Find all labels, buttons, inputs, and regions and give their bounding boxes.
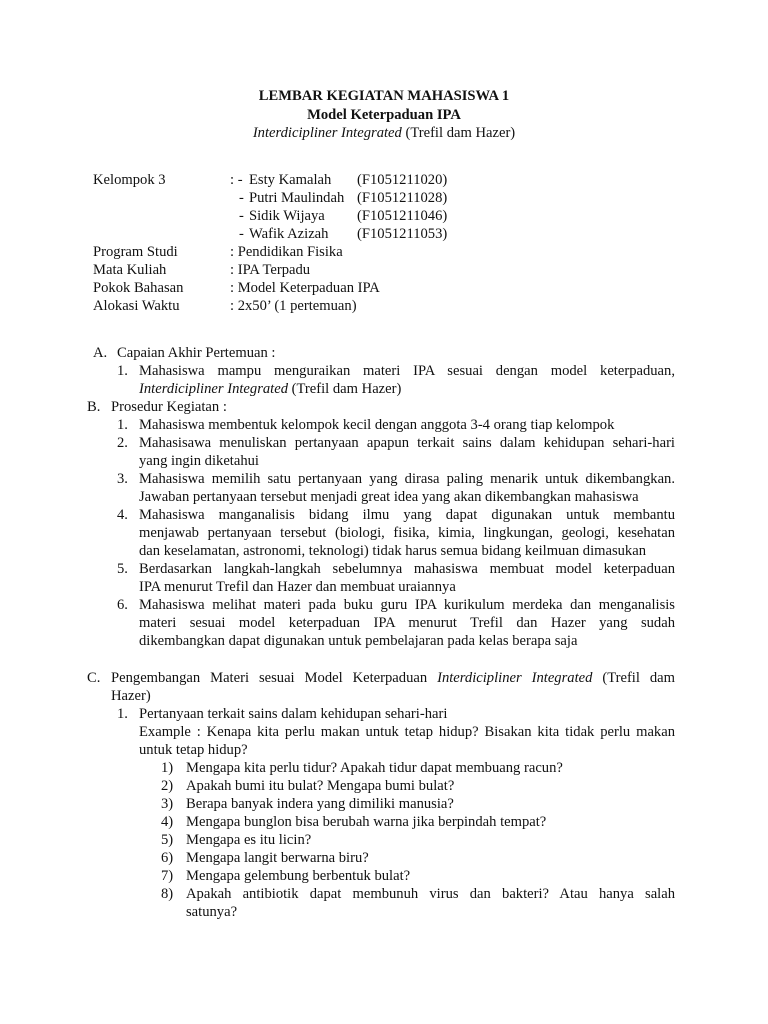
info-value: : Pendidikan Fisika: [230, 244, 343, 260]
question-text: Berapa banyak indera yang dimiliki manusia?: [186, 796, 454, 812]
question-text: Mengapa langit berwarna biru?: [186, 850, 369, 866]
question-text: Apakah bumi itu bulat? Mengapa bumi bulat?: [186, 778, 455, 794]
list-number: 1.: [117, 363, 128, 379]
question-number: 2): [161, 778, 174, 794]
member-nim: (F1051211053): [357, 226, 448, 242]
list-item-text: Mahasiswa melihat materi pada buku guru IPA kurikulum merdeka dan menganalisis: [139, 597, 675, 613]
list-number: 3.: [117, 471, 128, 487]
section-b-title: Prosedur Kegiatan :: [111, 399, 227, 415]
info-value: : Model Keterpaduan IPA: [230, 280, 380, 296]
question-text: Mengapa kita perlu tidur? Apakah tidur dapat membuang racun?: [186, 760, 563, 776]
list-item-text: materi sesuai model keterpaduan IPA menurut Trefil dan Hazer yang sudah: [139, 615, 675, 631]
section-a-marker: A.: [93, 345, 108, 361]
title-post: (Trefil dam: [592, 670, 675, 686]
question-text: Mengapa es itu licin?: [186, 832, 312, 848]
list-item-text: Mahasiswa memilih satu pertanyaan yang dirasa paling menarik untuk dikembangkan.: [139, 471, 675, 487]
list-item-text: Mahasiswa manganalisis bidang ilmu yang dapat digunakan untuk membantu: [139, 507, 675, 523]
model-line: [0, 124, 768, 142]
member-prefix: -: [239, 208, 244, 224]
member-prefix: -: [239, 226, 244, 242]
list-item-text: Jawaban pertanyaan tersebut menjadi great idea yang akan dikembangkan mahasiswa: [139, 489, 639, 505]
list-item-text: Mahasisawa menuliskan pertanyaan apapun terkait sains dalam kehidupan sehari-hari: [139, 435, 675, 451]
section-c-title: [111, 669, 675, 687]
section-b-marker: B.: [87, 399, 101, 415]
info-label: Mata Kuliah: [93, 262, 167, 278]
example-text: untuk tetap hidup?: [139, 742, 248, 758]
question-number: 6): [161, 850, 174, 866]
list-number: 5.: [117, 561, 128, 577]
question-text: satunya?: [186, 904, 238, 920]
member-prefix: -: [239, 190, 244, 206]
info-value: : IPA Terpadu: [230, 262, 311, 278]
member-name: Sidik Wijaya: [249, 208, 325, 224]
list-item-text: Pertanyaan terkait sains dalam kehidupan sehari-hari: [139, 706, 448, 722]
question-text: Apakah antibiotik dapat membunuh virus dan bakteri? Atau hanya salah: [186, 886, 675, 902]
document-title: LEMBAR KEGIATAN MAHASISWA 1: [258, 88, 510, 104]
model-rest: (Trefil dam Hazer): [401, 125, 516, 141]
question-number: 1): [161, 760, 174, 776]
list-item-text: Mahasiswa mampu menguraikan materi IPA sesuai dengan model keterpaduan,: [139, 363, 675, 379]
list-item-text: [139, 380, 401, 398]
member-name: Putri Maulindah: [249, 190, 345, 206]
question-text: Mengapa bunglon bisa berubah warna jika berpindah tempat?: [186, 814, 547, 830]
list-number: 1.: [117, 706, 128, 722]
document-subtitle: Model Keterpaduan IPA: [307, 107, 461, 123]
list-item-text: Mahasiswa membentuk kelompok kecil dengan anggota 3-4 orang tiap kelompok: [139, 417, 615, 433]
list-item-text: IPA menurut Trefil dan Hazer dan membuat uraiannya: [139, 579, 456, 595]
list-number: 4.: [117, 507, 128, 523]
question-number: 8): [161, 886, 174, 902]
member-name: Wafik Azizah: [249, 226, 329, 242]
italic-term: Interdicipliner Integrated: [139, 381, 289, 397]
member-nim: (F1051211028): [357, 190, 448, 206]
section-c-title-line2: Hazer): [111, 688, 151, 704]
list-item-text: dan keselamatan, astronomi, teknologi) tidak harus semua bidang keilmuan dimasukan: [139, 543, 647, 559]
member-prefix: : -: [230, 172, 243, 188]
list-number: 6.: [117, 597, 128, 613]
member-nim: (F1051211020): [357, 172, 448, 188]
list-item-text: yang ingin diketahui: [139, 453, 259, 469]
question-number: 7): [161, 868, 174, 884]
example-text: Example : Kenapa kita perlu makan untuk tetap hidup? Bisakan kita tidak perlu makan: [139, 724, 675, 740]
list-number: 1.: [117, 417, 128, 433]
info-label: Alokasi Waktu: [93, 298, 180, 314]
member-name: Esty Kamalah: [249, 172, 332, 188]
info-label: Program Studi: [93, 244, 178, 260]
member-nim: (F1051211046): [357, 208, 448, 224]
question-number: 5): [161, 832, 174, 848]
list-number: 2.: [117, 435, 128, 451]
section-c-marker: C.: [87, 670, 101, 686]
info-value: : 2x50’ (1 pertemuan): [230, 298, 357, 314]
question-text: Mengapa gelembung berbentuk bulat?: [186, 868, 411, 884]
italic-term: Interdicipliner Integrated: [437, 670, 593, 686]
info-label: Pokok Bahasan: [93, 280, 184, 296]
question-number: 3): [161, 796, 174, 812]
list-item-text: dikembangkan dapat digunakan untuk pembelajaran pada kelas berapa saja: [139, 633, 578, 649]
list-item-text: Berdasarkan langkah-langkah sebelumnya mahasiswa membuat model keterpaduan: [139, 561, 675, 577]
model-italic: Interdicipliner Integrated: [252, 125, 402, 141]
question-number: 4): [161, 814, 174, 830]
section-a-title: Capaian Akhir Pertemuan :: [117, 345, 276, 361]
kelompok-label: Kelompok 3: [93, 172, 166, 188]
title-pre: Pengembangan Materi sesuai Model Keterpaduan: [111, 670, 438, 686]
text-rest: (Trefil dam Hazer): [288, 381, 402, 397]
list-item-text: menjawab pertanyaan tersebut (biologi, fisika, kimia, lingkungan, geologi, kesehatan: [139, 525, 675, 541]
